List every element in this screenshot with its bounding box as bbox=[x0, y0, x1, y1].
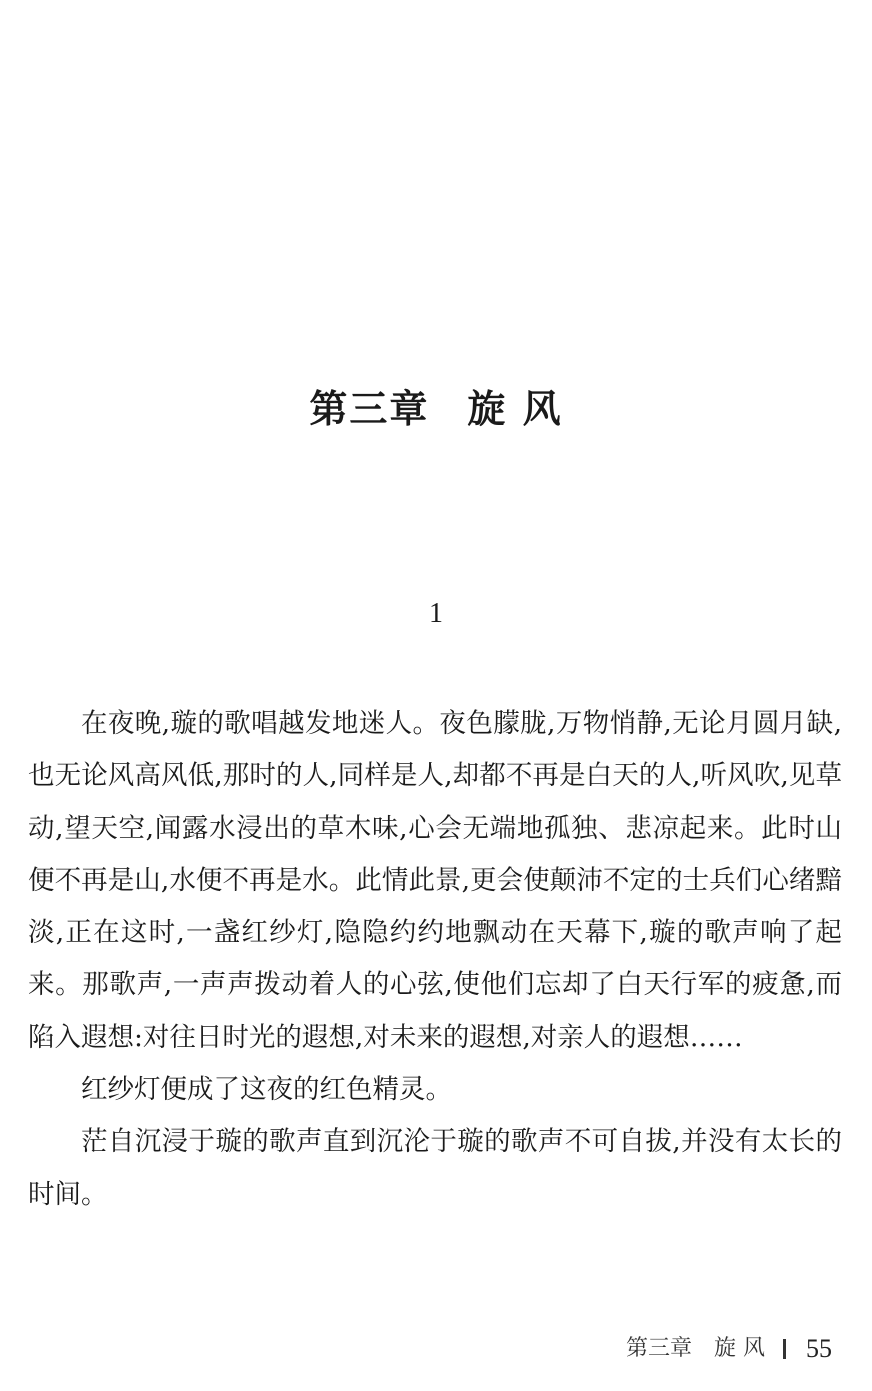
running-footer bbox=[626, 1334, 832, 1364]
footer-divider bbox=[783, 1339, 786, 1359]
body-text bbox=[28, 698, 842, 1221]
footer-chapter-label: 第三章 bbox=[625, 1336, 692, 1361]
chapter-name: 旋 风 bbox=[467, 387, 563, 431]
paragraph: 红纱灯便成了这夜的红色精灵。 bbox=[81, 1074, 452, 1106]
page-number: 55 bbox=[806, 1334, 832, 1363]
chapter-title bbox=[0, 386, 872, 432]
paragraph: 在夜晚,璇的歌唱越发地迷人。夜色朦胧,万物悄静,无论月圆月缺,也无论风高风低,那时的人,同样是人,却都不再是白天的人,听风吹,见草动,望天空,闻露水浸出的草木味,心会无端地孤独、悲凉起来。此时山便不再是山,水便不再是水。此情此景,更会使颠沛不定的士兵们心绪黯淡,正在这时,一盏红纱灯,隐隐约约地飘动在天幕下,璇的歌声响了起来。那歌声,一声声拨动着人的心弦,使他们忘却了白天行军的疲惫,而陷入遐想:对往日时光的遐想,对未来的遐想,对亲人的遐想…… bbox=[28, 708, 842, 1053]
section-number: 1 bbox=[429, 598, 443, 629]
paragraph: 茫自沉浸于璇的歌声直到沉沦于璇的歌声不可自拔,并没有太长的时间。 bbox=[28, 1126, 842, 1210]
footer-chapter-name: 旋 风 bbox=[714, 1336, 765, 1361]
chapter-number: 第三章 bbox=[309, 387, 430, 431]
